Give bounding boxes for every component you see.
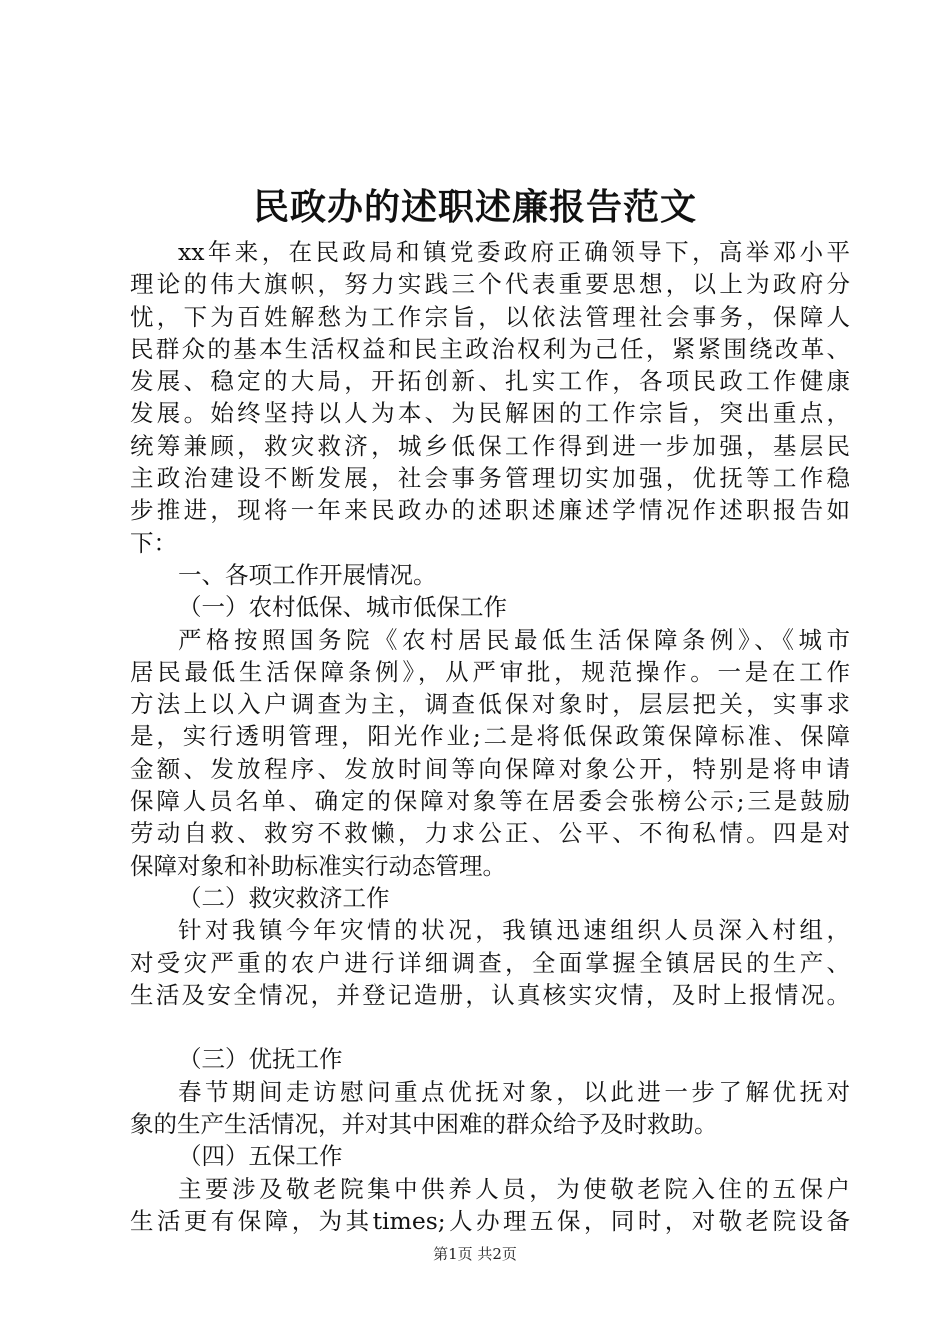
paragraph-line: 象的生产生活情况，并对其中困难的群众给予及时救助。	[130, 1110, 718, 1139]
paragraph-line: 严格按照国务院《农村居民最低生活保障条例》、《城市	[178, 625, 850, 654]
paragraph-line: 生活更有保障，为其times;人办理五保，同时，对敬老院设备	[130, 1206, 850, 1235]
paragraph-line: 理论的伟大旗帜，努力实践三个代表重要思想，以上为政府分	[130, 270, 850, 299]
subsection-heading: （四）五保工作	[178, 1142, 343, 1171]
paragraph-line: 生活及安全情况，并登记造册，认真核实灾情，及时上报情况。	[130, 980, 850, 1009]
paragraph-spacer	[130, 1011, 850, 1043]
paragraph-line: 步推进，现将一年来民政办的述职述廉述学情况作述职报告如	[130, 496, 850, 525]
subsection-heading: （二）救灾救济工作	[178, 883, 390, 912]
section-heading: 一、各项工作开展情况。	[178, 560, 437, 589]
document-title: 民政办的述职述廉报告范文	[252, 186, 697, 228]
paragraph-line: 劳动自救、救穷不救懒，力求公正、公平、不徇私情。四是对	[130, 819, 850, 848]
paragraph-line: 忧，下为百姓解愁为工作宗旨，以依法管理社会事务，保障人	[130, 302, 850, 331]
paragraph-line: 下：	[130, 528, 177, 557]
subsection-heading: （一）农村低保、城市低保工作	[178, 593, 507, 622]
paragraph-line: 针对我镇今年灾情的状况，我镇迅速组织人员深入村组，	[178, 916, 850, 945]
paragraph-line: 保障人员名单、确定的保障对象等在居委会张榜公示;三是鼓励	[130, 787, 850, 816]
document-body	[130, 236, 850, 1237]
page-footer: 第1页 共2页	[433, 1245, 517, 1263]
paragraph-line: 春节期间走访慰问重点优抚对象，以此进一步了解优抚对	[178, 1077, 850, 1106]
paragraph-line: 方法上以入户调查为主，调查低保对象时，层层把关，实事求	[130, 690, 850, 719]
paragraph-line: 保障对象和补助标准实行动态管理。	[130, 851, 506, 880]
paragraph-line: 居民最低生活保障条例》，从严审批，规范操作。一是在工作	[130, 657, 850, 686]
paragraph-line: 发展、稳定的大局，开拓创新、扎实工作，各项民政工作健康	[130, 367, 850, 396]
paragraph-line: 主要涉及敬老院集中供养人员，为使敬老院入住的五保户	[178, 1174, 850, 1203]
paragraph-line: 金额、发放程序、发放时间等向保障对象公开，特别是将申请	[130, 754, 850, 783]
paragraph-line: 是，实行透明管理，阳光作业;二是将低保政策保障标准、保障	[130, 722, 850, 751]
paragraph-line: 主政治建设不断发展，社会事务管理切实加强，优抚等工作稳	[130, 464, 850, 493]
paragraph-line: xx年来，在民政局和镇党委政府正确领导下，高举邓小平	[178, 238, 850, 266]
paragraph-line: 统筹兼顾，救灾救济，城乡低保工作得到进一步加强，基层民	[130, 431, 850, 460]
subsection-heading: （三）优抚工作	[178, 1045, 343, 1074]
paragraph-line: 对受灾严重的农户进行详细调查，全面掌握全镇居民的生产、	[130, 948, 850, 977]
paragraph-line: 民群众的基本生活权益和民主政治权利为己任，紧紧围绕改革、	[130, 334, 850, 363]
paragraph-line: 发展。始终坚持以人为本、为民解困的工作宗旨，突出重点，	[130, 399, 850, 428]
